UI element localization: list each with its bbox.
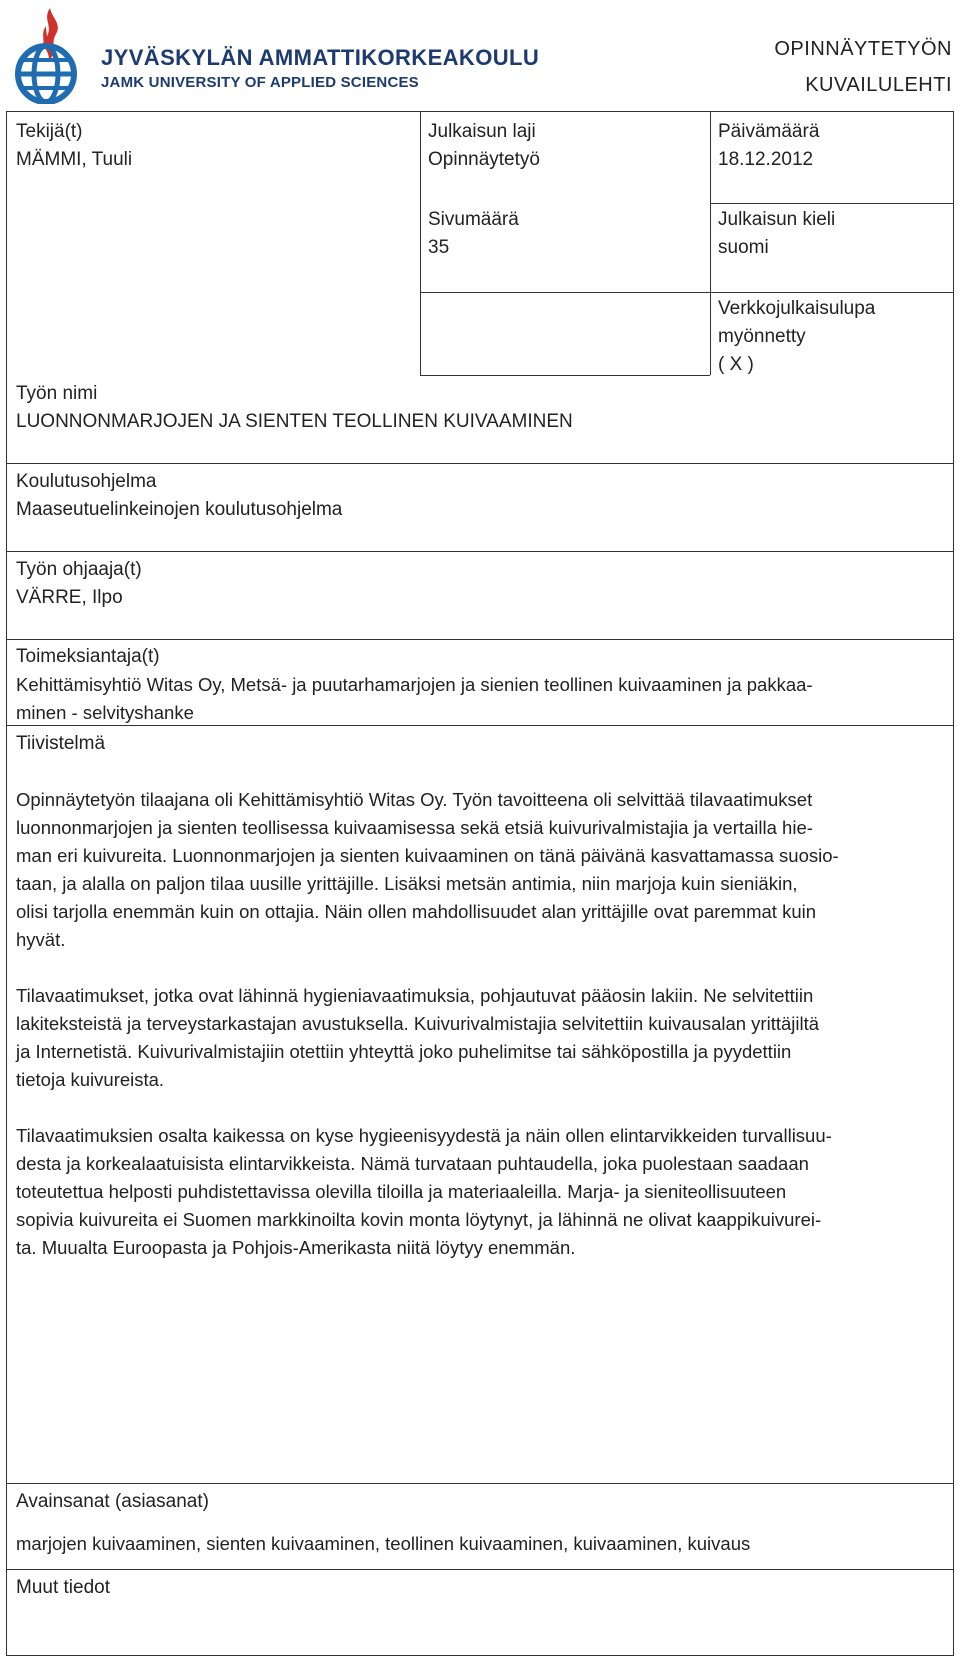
publication-type-label: Julkaisun laji bbox=[428, 121, 536, 142]
abstract-line: sopivia kuivureita ei Suomen markkinoilta kovin monta löytynyt, ja lähinnä ne olivat kaappikuivurei- bbox=[16, 1209, 822, 1230]
abstract-line: taan, ja alalla on paljon tilaa uusille yrittäjille. Lisäksi metsän antimia, niin marjoja kuin sieniäkin, bbox=[16, 873, 798, 894]
author-value: MÄMMI, Tuuli bbox=[16, 149, 133, 170]
title-value: LUONNONMARJOJEN JA SIENTEN TEOLLINEN KUIVAAMINEN bbox=[16, 411, 573, 432]
program-label: Koulutusohjelma bbox=[16, 471, 157, 492]
form-title-line2: KUVAILULEHTI bbox=[805, 74, 952, 96]
abstract-line: ta. Muualta Euroopasta ja Pohjois-Amerikasta niitä löytyy enemmän. bbox=[16, 1237, 576, 1258]
university-name: JYVÄSKYLÄN AMMATTIKORKEAKOULU bbox=[101, 45, 540, 70]
online-permission-value: ( X ) bbox=[718, 354, 754, 375]
abstract-line: hyvät. bbox=[16, 929, 66, 950]
client-value-line2: minen - selvityshanke bbox=[16, 702, 194, 723]
abstract-line: Opinnäytetyön tilaajana oli Kehittämisyhtiö Witas Oy. Työn tavoitteena oli selvittää tilavaatimukset bbox=[16, 789, 813, 810]
date-label: Päivämäärä bbox=[718, 121, 820, 142]
pages-label: Sivumäärä bbox=[428, 209, 519, 230]
abstract-line: Tilavaatimuksien osalta kaikessa on kyse hygieenisyydestä ja näin ollen elintarvikkeiden turvallisuu- bbox=[16, 1125, 832, 1146]
abstract-line: desta ja korkealaatuisista elintarvikkeista. Nämä turvataan puhtaudella, joka puolestaan saadaan bbox=[16, 1153, 809, 1174]
online-permission-label: Verkkojulkaisulupa bbox=[718, 298, 876, 319]
date-value: 18.12.2012 bbox=[718, 149, 814, 170]
jamk-emblem-icon bbox=[6, 4, 88, 104]
abstract-line: luonnonmarjojen ja sienten teollisessa kuivaamisessa sekä etsiä kuivurivalmistajia ja vertailla hie- bbox=[16, 817, 813, 838]
logo bbox=[6, 4, 88, 104]
publication-type-value: Opinnäytetyö bbox=[428, 149, 540, 170]
abstract-line: ja Internetistä. Kuivurivalmistajiin otettiin yhteyttä joko puhelimitse tai sähköpostilla ja pyydettiin bbox=[16, 1041, 792, 1062]
other-info-label: Muut tiedot bbox=[16, 1577, 110, 1598]
form-title-line1: OPINNÄYTETYÖN bbox=[774, 38, 952, 60]
university-subtitle: JAMK UNIVERSITY OF APPLIED SCIENCES bbox=[101, 74, 419, 91]
abstract-line: tietoja kuivureista. bbox=[16, 1069, 165, 1090]
abstract-line: lakiteksteistä ja terveystarkastajan avustuksella. Kuivurivalmistajia selvitettiin kuivausalan yrittäjiltä bbox=[16, 1013, 820, 1034]
keywords-value: marjojen kuivaaminen, sienten kuivaaminen, teollinen kuivaaminen, kuivaaminen, kuivaus bbox=[16, 1533, 751, 1554]
abstract-line: man eri kuivureita. Luonnonmarjojen ja sienten kuivaaminen on tänä päivänä kasvattamassa suosio- bbox=[16, 845, 839, 866]
client-value-line1: Kehittämisyhtiö Witas Oy, Metsä- ja puutarhamarjojen ja sienien teollinen kuivaaminen ja pakkaa- bbox=[16, 674, 813, 695]
supervisor-label: Työn ohjaaja(t) bbox=[16, 559, 142, 580]
program-value: Maaseutuelinkeinojen koulutusohjelma bbox=[16, 499, 343, 520]
online-permission-label-2: myönnetty bbox=[718, 326, 806, 347]
pages-value: 35 bbox=[428, 237, 450, 258]
supervisor-value: VÄRRE, Ilpo bbox=[16, 587, 123, 608]
language-label: Julkaisun kieli bbox=[718, 209, 836, 230]
author-label: Tekijä(t) bbox=[16, 121, 83, 142]
abstract-line: toteutettua helposti puhdistettavissa olevilla tiloilla ja materiaaleilla. Marja- ja sieniteollisuuteen bbox=[16, 1181, 787, 1202]
title-label: Työn nimi bbox=[16, 383, 98, 404]
abstract-line: Tilavaatimukset, jotka ovat lähinnä hygieniavaatimuksia, pohjautuvat pääosin lakiin. Ne selvitettiin bbox=[16, 985, 814, 1006]
language-value: suomi bbox=[718, 237, 769, 258]
client-label: Toimeksiantaja(t) bbox=[16, 646, 160, 667]
keywords-label: Avainsanat (asiasanat) bbox=[16, 1491, 209, 1512]
abstract-line: olisi tarjolla enemmän kuin on ottajia. Näin ollen mahdollisuudet alan yrittäjille ovat paremmat kuin bbox=[16, 901, 817, 922]
abstract-label: Tiivistelmä bbox=[16, 733, 106, 754]
